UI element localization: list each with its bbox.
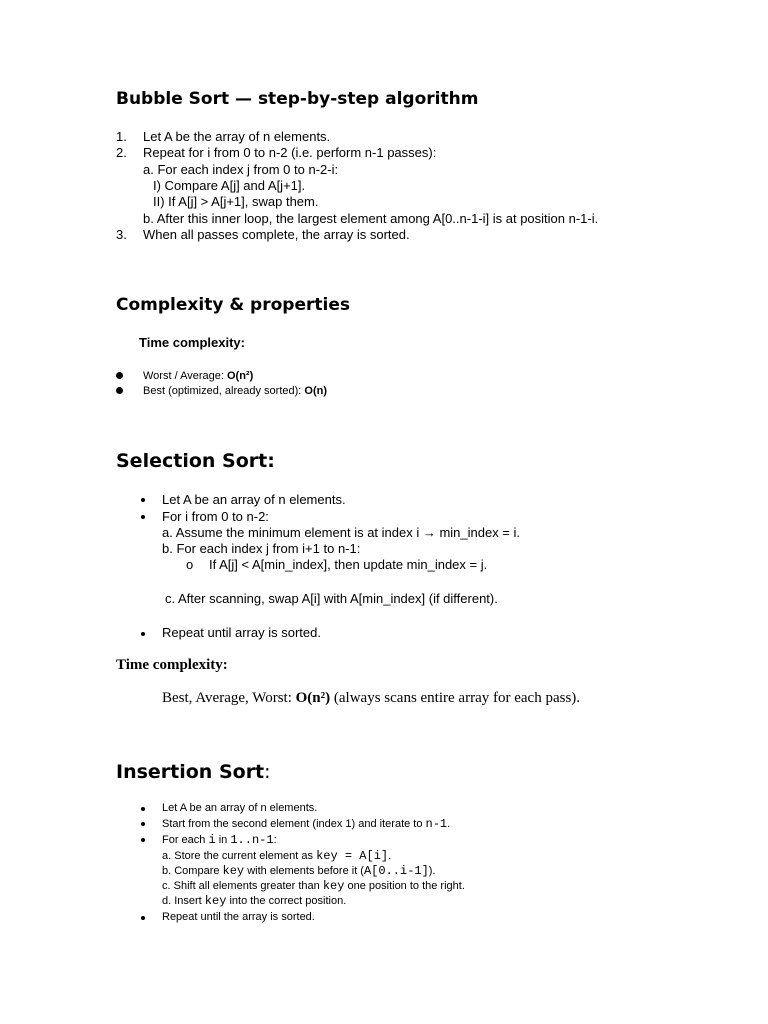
- selection-substep-b-detail: If A[j] < A[min_index], then update min_index = j.: [209, 557, 488, 572]
- bullet-icon: [141, 916, 145, 920]
- insertion-sort-title-colon: :: [264, 761, 271, 783]
- insertion-item-4: Repeat until the array is sorted.: [162, 911, 315, 923]
- selection-item-3: Repeat until array is sorted.: [162, 625, 321, 640]
- selection-time-value: O(n²): [295, 690, 331, 706]
- bullet-icon: [116, 387, 123, 394]
- insertion-item-3-end: :: [273, 834, 277, 846]
- selection-time-suffix: (always scans entire array for each pass).: [330, 690, 581, 706]
- bullet-icon: [116, 372, 123, 379]
- insertion-code: key: [204, 894, 227, 908]
- insertion-item-2-text: Start from the second element (index 1) and iterate to: [162, 818, 426, 830]
- insertion-substep-b-text: b. Compare: [162, 865, 223, 877]
- bullet-icon: [141, 838, 145, 842]
- complexity-item-value: O(n): [304, 385, 328, 397]
- insertion-substep-c: [162, 880, 465, 892]
- insertion-code: i: [208, 833, 216, 847]
- complexity-item-best: [143, 386, 327, 397]
- insertion-sort-title: Insertion Sort: [116, 761, 265, 783]
- selection-sort-heading: Selection Sort:: [116, 450, 275, 472]
- insertion-substep-a-text: a. Store the current element as: [162, 850, 317, 862]
- insertion-code: 1..n-1: [230, 833, 274, 847]
- insertion-item-1: Let A be an array of n elements.: [162, 802, 318, 814]
- insertion-item-2: [162, 818, 450, 830]
- insertion-substep-b: [162, 865, 436, 877]
- selection-substep-b: b. For each index j from i+1 to n-1:: [162, 541, 361, 556]
- insertion-substep-b-end: ).: [428, 865, 436, 877]
- bubble-substep-a1: I) Compare A[j] and A[j+1].: [153, 178, 306, 193]
- selection-item-2: For i from 0 to n-2:: [162, 509, 269, 524]
- selection-item-1: Let A be an array of n elements.: [162, 492, 346, 507]
- selection-time-prefix: Best, Average, Worst:: [162, 690, 296, 706]
- insertion-substep-d-end: into the correct position.: [226, 895, 347, 907]
- insertion-sort-heading: [116, 763, 271, 782]
- bullet-icon: [141, 632, 145, 636]
- insertion-code: key: [322, 879, 345, 893]
- complexity-item-value: O(n²): [226, 370, 254, 382]
- insertion-code: key = A[i]: [316, 849, 389, 863]
- insertion-item-3-mid: in: [215, 834, 231, 846]
- insertion-substep-c-end: one position to the right.: [344, 880, 465, 892]
- insertion-substep-a-end: .: [388, 850, 392, 862]
- selection-time-complexity-label: Time complexity:: [116, 657, 228, 673]
- bubble-step-2-number: 2.: [116, 145, 127, 160]
- complexity-item-label: Worst / Average:: [143, 370, 227, 382]
- bubble-step-1-text: Let A be the array of n elements.: [143, 129, 331, 144]
- insertion-substep-d-text: d. Insert: [162, 895, 205, 907]
- complexity-heading: Complexity & properties: [116, 295, 350, 315]
- complexity-item-label: Best (optimized, already sorted):: [143, 385, 305, 397]
- time-complexity-subheading: Time complexity:: [139, 335, 245, 350]
- insertion-item-3: [162, 834, 277, 846]
- selection-substep-c: c. After scanning, swap A[i] with A[min_index] (if different).: [165, 591, 498, 606]
- bubble-step-1-number: 1.: [116, 129, 127, 144]
- bullet-icon: [141, 822, 145, 826]
- insertion-substep-c-text: c. Shift all elements greater than: [162, 880, 323, 892]
- bubble-substep-a: a. For each index j from 0 to n-2-i:: [143, 162, 339, 177]
- bubble-step-3-number: 3.: [116, 227, 127, 242]
- bubble-substep-b: b. After this inner loop, the largest element among A[0..n-1-i] is at position n-1-i.: [143, 211, 599, 226]
- insertion-item-2-end: .: [447, 818, 451, 830]
- insertion-substep-a: [162, 850, 391, 862]
- complexity-item-worst: [143, 371, 253, 382]
- selection-substep-a: a. Assume the minimum element is at index i → min_index = i.: [162, 525, 521, 540]
- bullet-icon: [141, 515, 145, 519]
- insertion-code: n-1: [425, 817, 448, 831]
- insertion-code: key: [222, 864, 245, 878]
- bullet-icon: [141, 807, 145, 811]
- selection-time-complexity-text: [162, 691, 580, 706]
- bubble-substep-a2: II) If A[j] > A[j+1], swap them.: [153, 194, 319, 209]
- insertion-substep-b-mid: with elements before it (: [244, 865, 364, 877]
- insertion-substep-d: [162, 895, 346, 907]
- insertion-item-3-text: For each: [162, 834, 209, 846]
- selection-sub-bullet-marker: o: [186, 557, 194, 572]
- insertion-code: A[0..i-1]: [363, 864, 429, 878]
- bubble-step-3-text: When all passes complete, the array is sorted.: [143, 227, 410, 242]
- bullet-icon: [141, 498, 145, 502]
- bubble-sort-heading: Bubble Sort — step-by-step algorithm: [116, 89, 479, 109]
- bubble-step-2-text: Repeat for i from 0 to n-2 (i.e. perform n-1 passes):: [143, 145, 437, 160]
